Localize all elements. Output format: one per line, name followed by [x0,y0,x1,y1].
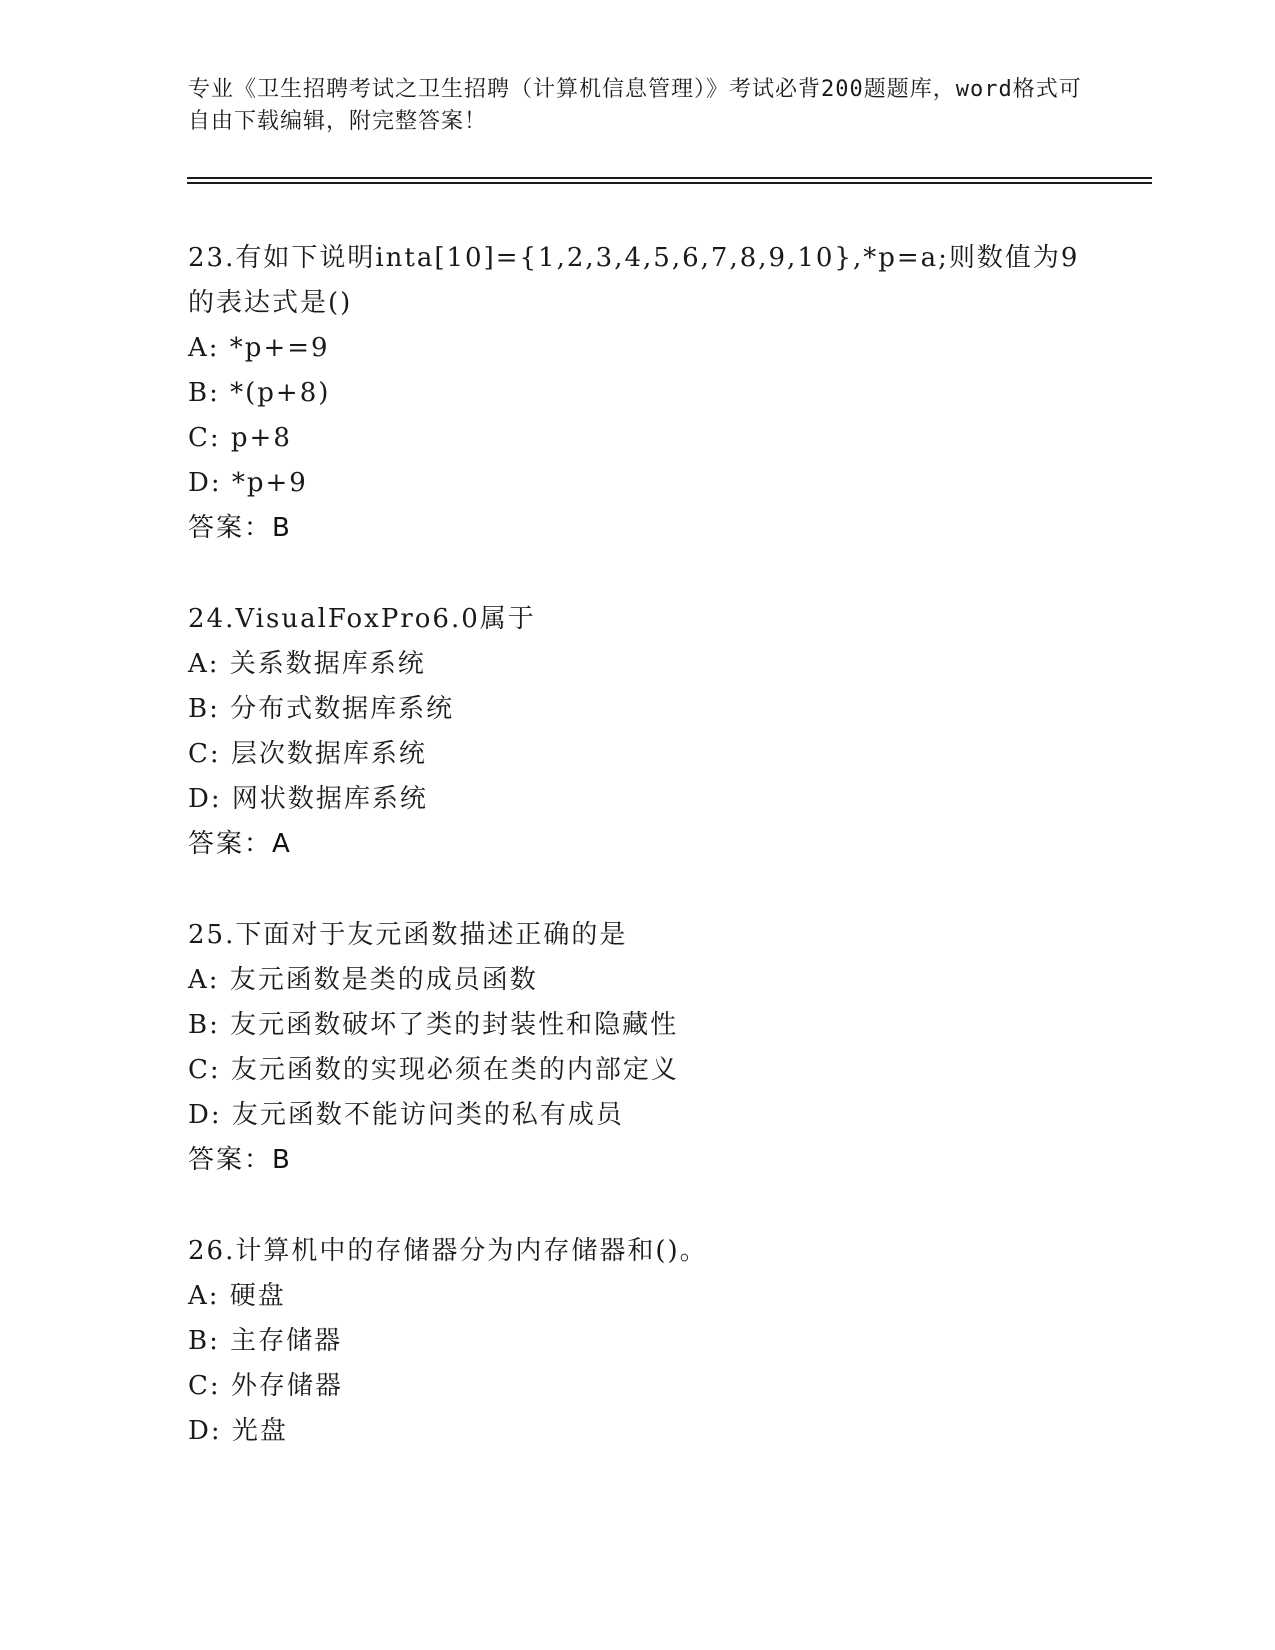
question-23 [188,236,1088,551]
option-c: C: 外存储器 [188,1371,343,1401]
option-d: D: 友元函数不能访问类的私有成员 [188,1100,624,1130]
document-header: 专业《卫生招聘考试之卫生招聘（计算机信息管理）》考试必背200题题库，word格式可自由下载编辑，附完整答案！ [188,77,1082,134]
question-26 [188,1229,1088,1454]
question-24 [188,597,1088,867]
option-b: B: 分布式数据库系统 [188,694,455,724]
option-a: A: 关系数据库系统 [188,649,426,679]
question-list [188,236,1088,1500]
question-text: 25.下面对于友元函数描述正确的是 [188,920,628,950]
option-d: D: 光盘 [188,1416,288,1446]
option-d: D: *p+9 [188,468,308,498]
question-25 [188,913,1088,1183]
option-d: D: 网状数据库系统 [188,784,428,814]
option-b: B: 友元函数破坏了类的封装性和隐藏性 [188,1010,679,1040]
answer-line: 答案：B [188,513,292,543]
option-c: C: 友元函数的实现必须在类的内部定义 [188,1055,679,1085]
option-a: A: 硬盘 [188,1281,286,1311]
option-c: C: p+8 [188,423,292,453]
header-divider-bottom [187,182,1152,184]
header-divider-top [187,177,1152,179]
question-text: 26.计算机中的存储器分为内存储器和()。 [188,1236,708,1266]
option-b: B: *(p+8) [188,378,331,408]
question-text: 24.VisualFoxPro6.0属于 [188,604,536,634]
option-b: B: 主存储器 [188,1326,343,1356]
question-text: 23.有如下说明inta[10]={1,2,3,4,5,6,7,8,9,10},*p=a;则数值为9的表达式是() [188,243,1080,318]
answer-line: 答案：B [188,1145,292,1175]
option-c: C: 层次数据库系统 [188,739,427,769]
option-a: A: *p+=9 [188,333,330,363]
option-a: A: 友元函数是类的成员函数 [188,965,538,995]
answer-line: 答案：A [188,829,292,859]
